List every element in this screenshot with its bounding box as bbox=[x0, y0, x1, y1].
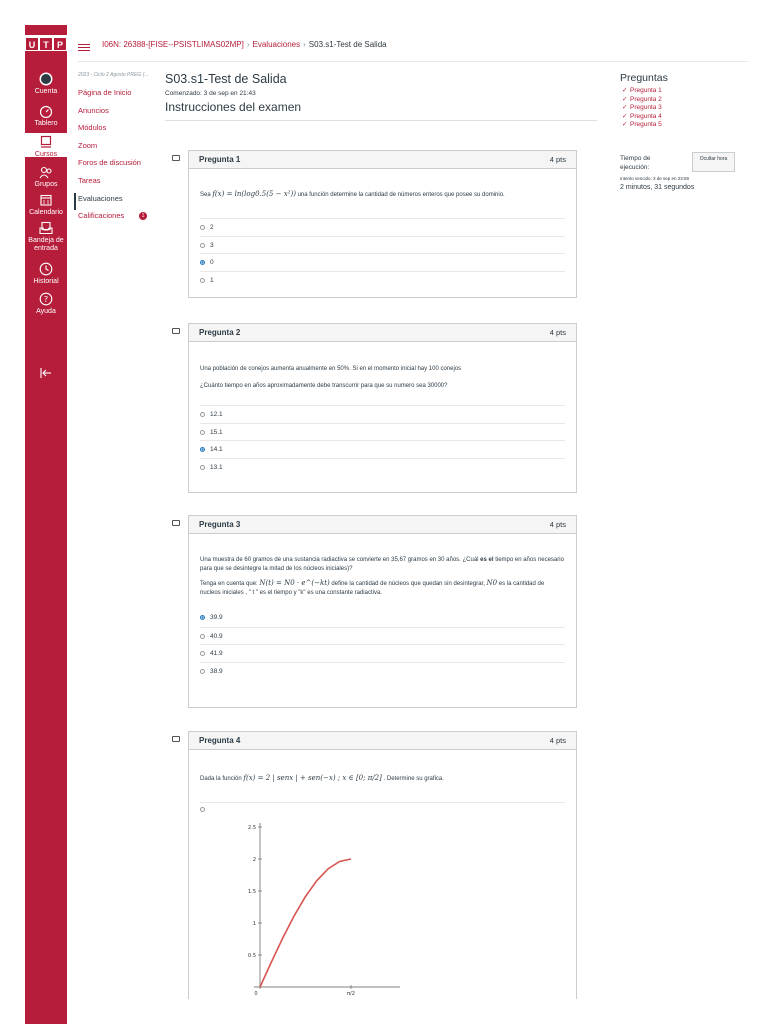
y-tick-label: 1 bbox=[252, 921, 256, 927]
global-nav-account[interactable]: Cuenta bbox=[25, 72, 67, 96]
question-points: 4 pts bbox=[549, 328, 566, 337]
account-icon bbox=[39, 72, 53, 86]
question-points: 4 pts bbox=[549, 155, 566, 164]
answer-option[interactable]: 12.1 bbox=[200, 405, 565, 423]
global-nav-inbox[interactable]: Bandeja de entrada bbox=[25, 221, 67, 253]
attempt-due: Intento vencido: 3 de sep en 23:59 bbox=[620, 176, 690, 181]
question-card bbox=[188, 731, 577, 999]
question-body bbox=[189, 556, 576, 679]
hamburger-menu-icon[interactable] bbox=[78, 42, 90, 53]
answer-option[interactable]: 40.9 bbox=[200, 627, 565, 645]
y-tick-label: 1.5 bbox=[248, 889, 256, 895]
question-text: Sea f(x) = ln(log0.5(5 − x²)) una función determine la cantidad de números enteros que posee su dominio. bbox=[200, 190, 505, 198]
top-bar bbox=[78, 40, 748, 62]
question-points: 4 pts bbox=[549, 736, 566, 745]
flag-question-icon[interactable] bbox=[172, 520, 180, 526]
radio-button-selected[interactable] bbox=[200, 615, 205, 620]
question-points: 4 pts bbox=[549, 520, 566, 529]
x-tick-label: 0 bbox=[254, 991, 258, 997]
question-title: Pregunta 2 bbox=[199, 328, 241, 337]
global-nav-courses[interactable]: Cursos bbox=[25, 133, 67, 157]
question-text: Una población de conejos aumenta anualmente en 50%. Si en el momento inicial hay 100 conejos bbox=[200, 366, 462, 372]
breadcrumb-current: S03.s1-Test de Salida bbox=[308, 40, 387, 49]
question-header bbox=[189, 151, 576, 169]
inbox-icon bbox=[39, 221, 53, 235]
groups-icon bbox=[39, 165, 53, 179]
question-body bbox=[189, 365, 576, 475]
answer-option[interactable]: 1 bbox=[200, 271, 565, 289]
question-header bbox=[189, 516, 576, 534]
breadcrumb bbox=[102, 40, 387, 49]
quiz-started: Comenzado: 3 de sep en 21:43 bbox=[165, 90, 256, 97]
sidebar-title: Preguntas bbox=[620, 72, 668, 84]
collapse-arrow-icon bbox=[39, 366, 53, 380]
question-body bbox=[189, 190, 576, 288]
global-nav-groups[interactable]: Grupos bbox=[25, 165, 67, 189]
radio-button[interactable] bbox=[200, 669, 205, 674]
course-term: 2023 - Ciclo 2 Agosto PREG (... bbox=[78, 72, 149, 78]
breadcrumb-separator: › bbox=[303, 40, 306, 49]
course-nav bbox=[78, 72, 156, 228]
utp-logo[interactable]: U T P bbox=[25, 35, 67, 49]
answer-option[interactable]: 39.9 bbox=[200, 609, 565, 627]
flag-question-icon[interactable] bbox=[172, 736, 180, 742]
y-tick-label: 2.5 bbox=[248, 825, 256, 831]
radio-button[interactable] bbox=[200, 243, 205, 248]
question-card bbox=[188, 150, 577, 298]
question-title: Pregunta 4 bbox=[199, 736, 241, 745]
breadcrumb-course[interactable]: I06N: 26388-[FISE--PSISTLIMAS02MP] bbox=[102, 40, 244, 49]
dashboard-icon bbox=[39, 104, 53, 118]
radio-button[interactable] bbox=[200, 430, 205, 435]
answer-option[interactable]: 0 bbox=[200, 253, 565, 271]
radio-button[interactable] bbox=[200, 634, 205, 639]
calendar-icon bbox=[39, 193, 53, 207]
quiz-title: S03.s1-Test de Salida bbox=[165, 72, 287, 86]
timer-label: Tiempo de ejecución: bbox=[620, 155, 651, 171]
check-icon: ✓ bbox=[622, 112, 628, 120]
hide-time-button[interactable]: Ocultar hora bbox=[692, 152, 735, 172]
quiz-header bbox=[165, 72, 597, 121]
sidebar-question-link[interactable]: ✓ Pregunta 4 bbox=[622, 112, 662, 120]
course-nav-announcements[interactable]: Anuncios bbox=[78, 105, 109, 115]
elapsed-time: 2 minutos, 31 segundos bbox=[620, 184, 695, 191]
global-nav-help[interactable]: ? Ayuda bbox=[25, 292, 67, 316]
radio-button[interactable] bbox=[200, 807, 205, 812]
answer-option[interactable]: 3 bbox=[200, 236, 565, 254]
question-card bbox=[188, 323, 577, 493]
course-nav-home[interactable]: Página de Inicio bbox=[78, 88, 132, 97]
answer-option[interactable]: 14.1 bbox=[200, 440, 565, 458]
sidebar-question-link[interactable]: ✓ Pregunta 2 bbox=[622, 95, 662, 103]
answer-option[interactable]: 13.1 bbox=[200, 458, 565, 476]
breadcrumb-separator: › bbox=[246, 40, 250, 49]
course-nav-quizzes[interactable]: Evaluaciones bbox=[74, 193, 156, 211]
function-graph bbox=[210, 815, 400, 1001]
course-nav-zoom[interactable]: Zoom bbox=[78, 140, 98, 150]
global-nav-calendar[interactable]: Calendario bbox=[25, 193, 67, 217]
quiz-instructions-heading: Instrucciones del examen bbox=[165, 100, 597, 121]
y-tick-label: 0.5 bbox=[248, 953, 256, 959]
collapse-nav-button[interactable] bbox=[25, 366, 67, 382]
sidebar-question-link[interactable]: ✓ Pregunta 1 bbox=[622, 87, 662, 94]
help-icon bbox=[39, 292, 53, 306]
breadcrumb-section[interactable]: Evaluaciones bbox=[252, 40, 301, 49]
course-nav-modules[interactable]: Módulos bbox=[78, 123, 107, 133]
courses-icon bbox=[39, 135, 53, 149]
svg-text:?: ? bbox=[43, 295, 49, 304]
history-icon bbox=[39, 262, 53, 276]
sidebar-question-link[interactable]: ✓ Pregunta 5 bbox=[622, 121, 662, 128]
answer-option[interactable]: 38.9 bbox=[200, 662, 565, 680]
check-icon: ✓ bbox=[622, 121, 628, 128]
global-nav-history[interactable]: Historial bbox=[25, 262, 67, 286]
radio-button[interactable] bbox=[200, 465, 205, 470]
check-icon: ✓ bbox=[622, 104, 628, 111]
y-tick-label: 2 bbox=[252, 857, 256, 863]
question-title: Pregunta 1 bbox=[199, 155, 241, 164]
check-icon: ✓ bbox=[622, 95, 628, 103]
answer-option[interactable] bbox=[200, 802, 565, 1002]
course-nav-discussions[interactable]: Foros de discusión bbox=[78, 158, 141, 168]
radio-button-selected[interactable] bbox=[200, 447, 205, 452]
radio-button[interactable] bbox=[200, 225, 205, 230]
question-text: Una muestra de 60 gramos de una sustancia radiactiva se convierte en 35,67 gramos en 30 años. ¿Cuál es el tiempo en años necesario para que se desintegre la mitad de los núcleos iniciales)? bbox=[200, 557, 564, 572]
global-nav-dashboard[interactable]: Tablero bbox=[25, 104, 67, 128]
question-body bbox=[189, 774, 576, 1002]
course-nav-assignments[interactable]: Tareas bbox=[78, 175, 101, 185]
answer-option[interactable]: 41.9 bbox=[200, 644, 565, 662]
flag-question-icon[interactable] bbox=[172, 328, 180, 334]
question-card bbox=[188, 515, 577, 708]
radio-button[interactable] bbox=[200, 412, 205, 417]
question-text: Tenga en cuenta que: N(t) = N0 · e^(−kt) define la cantidad de núcleos que quedan sin desintegrar, N0 es la cantidad de nucleos iniciales , " t " es el tiempo y "k" es una constante radiactiva. bbox=[200, 579, 545, 596]
question-title: Pregunta 3 bbox=[199, 520, 241, 529]
question-header bbox=[189, 324, 576, 342]
answer-option[interactable]: 15.1 bbox=[200, 423, 565, 441]
course-nav-grades[interactable] bbox=[78, 210, 156, 228]
radio-button-selected[interactable] bbox=[200, 260, 205, 265]
question-text: ¿Cuánto tiempo en años aproximadamente debe transcurrir para que su numero sea 30000? bbox=[200, 383, 448, 389]
flag-question-icon[interactable] bbox=[172, 155, 180, 161]
answer-option[interactable]: 2 bbox=[200, 218, 565, 236]
sidebar-question-link[interactable]: ✓ Pregunta 3 bbox=[622, 104, 662, 111]
radio-button[interactable] bbox=[200, 278, 205, 283]
check-icon: ✓ bbox=[622, 87, 628, 94]
x-tick-label: π/2 bbox=[347, 991, 355, 997]
function-curve bbox=[260, 859, 351, 987]
question-text: Dada la función f(x) = 2 | senx | + sen(−x) ; x ∈ [0; π/2] . Determine su grafica. bbox=[200, 774, 444, 782]
question-header bbox=[189, 732, 576, 750]
questions-sidebar bbox=[620, 72, 745, 191]
course-nav-grades-label: Calificaciones bbox=[78, 211, 125, 221]
radio-button[interactable] bbox=[200, 651, 205, 656]
grades-count-badge: 1 bbox=[139, 212, 147, 220]
